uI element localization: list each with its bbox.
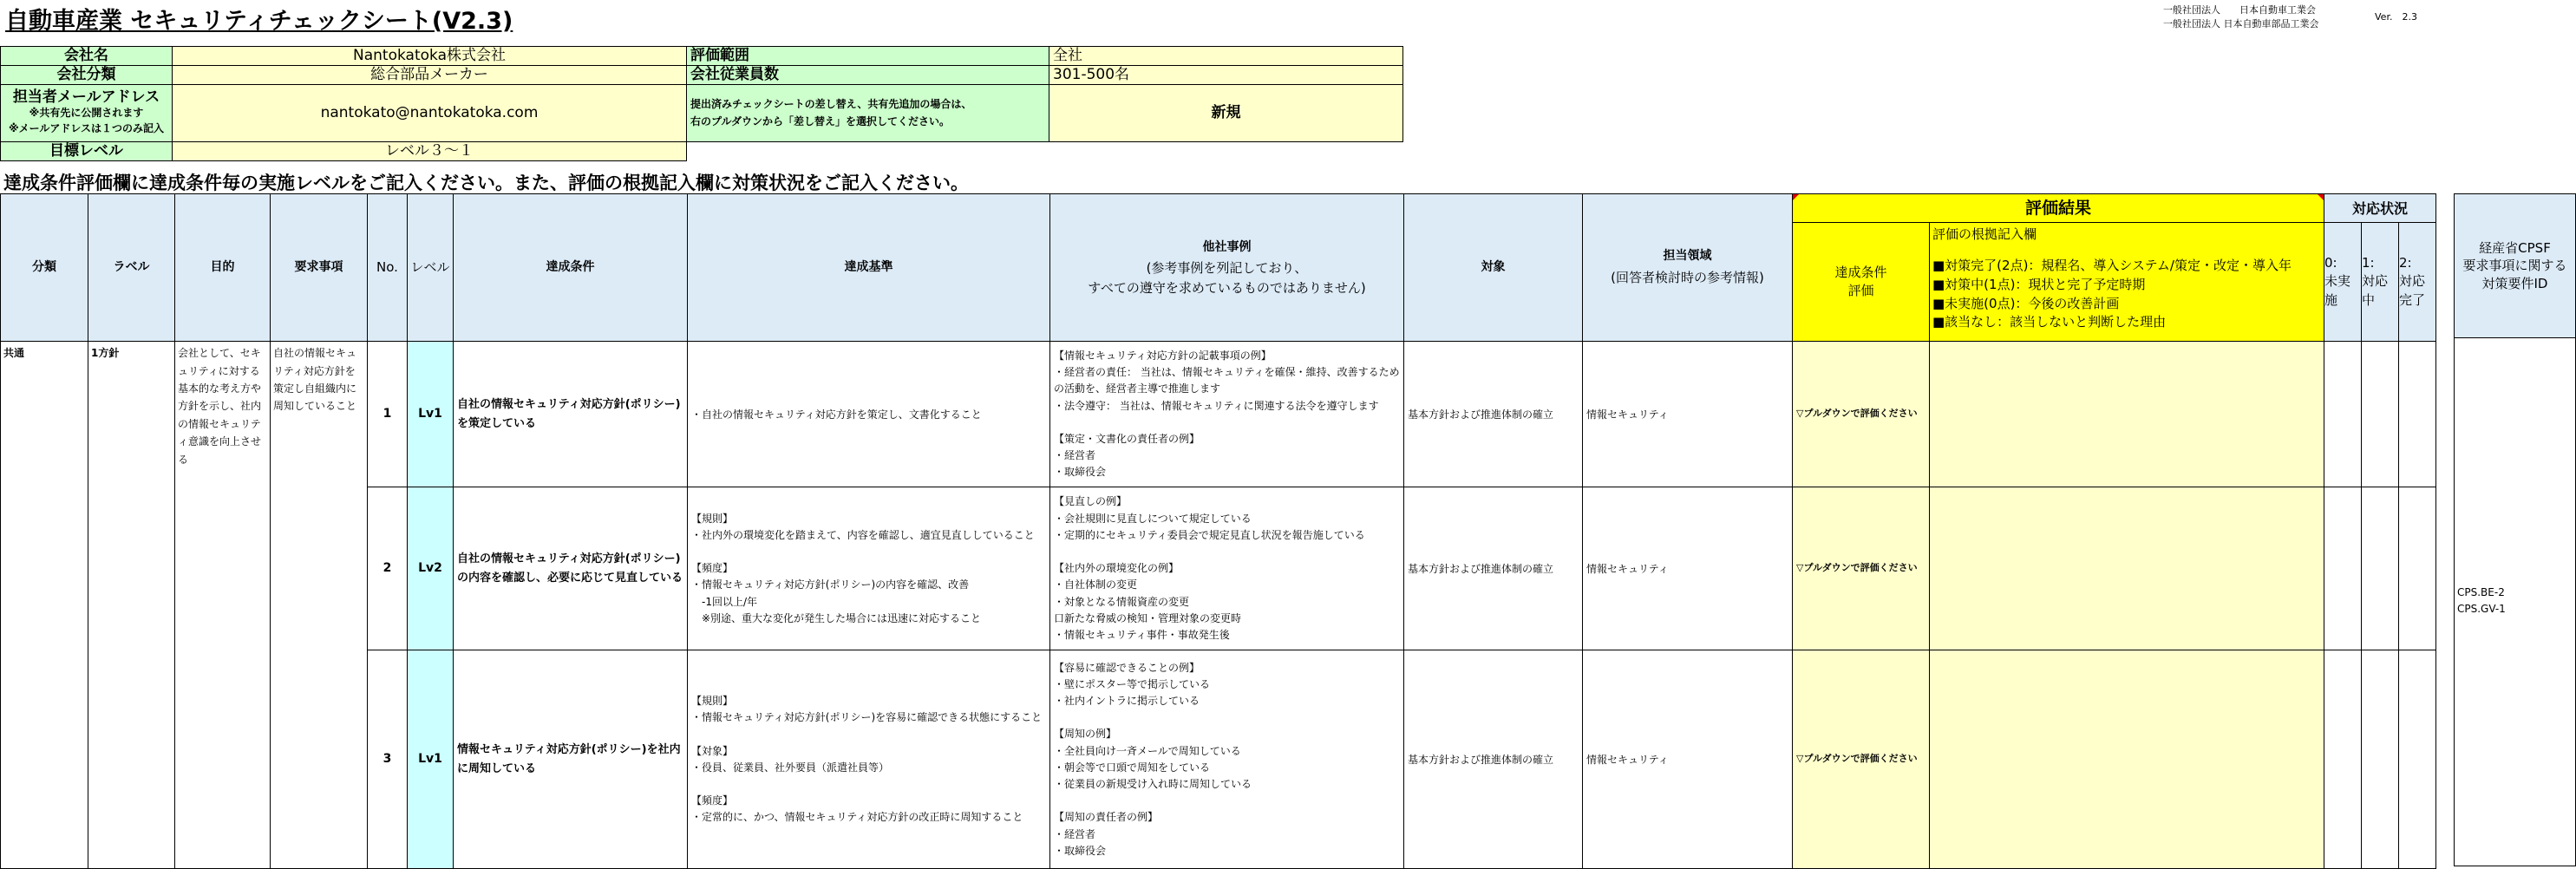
cell-domain: 情報セキュリティ (1583, 650, 1793, 869)
employees-value[interactable]: 301-500名 (1049, 66, 1403, 85)
header-criteria: 達成基準 (688, 194, 1050, 342)
company-category-value[interactable]: 総合部品メーカー (173, 66, 687, 85)
header-no: No. (368, 194, 408, 342)
header-examples-note: (参考事例を列記しており、 すべての遵守を求めているものではありません) (1088, 260, 1366, 296)
header-level: レベル (408, 194, 454, 342)
cell-examples: 【見直しの例】 ・会社規則に見直しについて規定している ・定期的にセキュリティ委員会で規定見直し状況を報告施している 【社内外の環境変化の例】 ・自社体制の変更 ・対象となる情報資産の変更 口新たな脅威の検知・管理対象の変更時 ・情報セキュリティ事件・事故発生後 (1050, 487, 1404, 650)
eval-dropdown[interactable]: ▽プルダウンで評価ください (1793, 342, 1930, 487)
submit-type-select[interactable]: 新規 (1049, 85, 1403, 142)
cell-condition: 自社の情報セキュリティ対応方針(ポリシー)を策定している (454, 342, 688, 487)
header-eval-basis-title: 評価の根拠記入欄 (1932, 226, 2037, 243)
comment-marker-icon (1793, 194, 1799, 200)
status-0-cell[interactable] (2324, 342, 2362, 487)
status-1-cell[interactable] (2362, 342, 2399, 487)
header-label: ラベル (88, 194, 175, 342)
header-eval-basis-items: ■対策完了(2点)：規程名、導入システム/策定・改定・導入年 ■対策中(1点)：現状と完了予定時期 ■未実施(0点)：今後の改善計画 ■該当なし：該当しないと判断した理由 (1932, 258, 2292, 330)
header-eval-group-label: 評価結果 (2025, 199, 2092, 218)
cpsf-ids: CPS.BE-2 CPS.GV-1 (2457, 586, 2506, 616)
status-2-cell[interactable] (2399, 650, 2436, 869)
target-level-value[interactable]: レベル３～１ (173, 142, 687, 161)
header-domain-title: 担当領域 (1663, 249, 1712, 263)
header-eval-group (1793, 194, 2324, 223)
status-0-cell[interactable] (2324, 650, 2362, 869)
cell-no: 1 (368, 342, 408, 487)
status-1-cell[interactable] (2362, 487, 2399, 650)
company-info-table (0, 46, 1403, 161)
org-name-japia: 一般社団法人 日本自動車部品工業会 (2163, 18, 2319, 29)
version-label: Ver. 2.3 (2375, 11, 2417, 23)
employees-label: 会社従業員数 (687, 66, 1049, 85)
header-domain-note: (回答者検討時の参考情報) (1611, 269, 1764, 285)
checklist-table (0, 193, 2436, 869)
page-title: 自動車産業 セキュリティチェックシート(V2.3) (5, 8, 513, 35)
cell-level: Lv1 (408, 342, 454, 487)
header-eval-achieve: 達成条件 評価 (1793, 223, 1930, 342)
email-label: 担当者メールアドレス (12, 88, 160, 106)
cell-level: Lv2 (408, 487, 454, 650)
cell-level: Lv1 (408, 650, 454, 869)
cell-purpose: 会社として、セキュリティに対する基本的な考え方や方針を示し、社内の情報セキュリティ意識を向上させる (175, 342, 271, 869)
cell-examples: 【容易に確認できることの例】 ・壁にポスター等で掲示している ・社内イントラに掲示している 【周知の例】 ・全社員向け一斉メールで周知している ・朝会等で口頭で周知をしている ・従業員の新規受け入れ時に周知している 【周知の責任者の例】 ・経営者 ・取締役会 (1050, 650, 1404, 869)
cell-no: 2 (368, 487, 408, 650)
header-examples (1050, 194, 1404, 342)
header-category: 分類 (1, 194, 88, 342)
eval-dropdown[interactable]: ▽プルダウンで評価ください (1793, 650, 1930, 869)
email-value[interactable]: nantokato@nantokatoka.com (173, 85, 687, 142)
status-2-cell[interactable] (2399, 342, 2436, 487)
company-name-value[interactable]: Nantokatoka株式会社 (173, 47, 687, 66)
cpsf-column (2454, 193, 2576, 866)
company-category-label: 会社分類 (1, 66, 173, 85)
eval-basis-input[interactable] (1930, 487, 2324, 650)
eval-basis-input[interactable] (1930, 650, 2324, 869)
scope-value[interactable]: 全社 (1049, 47, 1403, 66)
eval-basis-input[interactable] (1930, 342, 2324, 487)
email-note-single: ※メールアドレスは１つのみ記入 (8, 122, 165, 135)
company-name-label: 会社名 (1, 47, 173, 66)
comment-marker-icon (2318, 194, 2324, 200)
header-condition: 達成条件 (454, 194, 688, 342)
target-level-label: 目標レベル (1, 142, 173, 161)
header-status-2: 2: 対応 完了 (2399, 223, 2436, 342)
cell-criteria: 【規則】 ・情報セキュリティ対応方針(ポリシー)を容易に確認できる状態にすること 【対象】 ・役員、従業員、社外要員（派遣社員等） 【頻度】 ・定常的に、かつ、情報セキュリティ対応方針の改正時に周知すること (688, 650, 1050, 869)
header-status-0: 0: 未実 施 (2324, 223, 2362, 342)
cell-condition: 自社の情報セキュリティ対応方針(ポリシー)の内容を確認し、必要に応じて見直している (454, 487, 688, 650)
cell-examples: 【情報セキュリティ対応方針の記載事項の例】 ・経営者の責任： 当社は、情報セキュリティを確保・維持、改善するための活動を、経営者主導で推進します ・法令遵守： 当社は、情報セキュリティに関連する法令を遵守します 【策定・文書化の責任者の例】 ・経営者 ・取締役会 (1050, 342, 1404, 487)
org-name-jama: 一般社団法人 日本自動車工業会 (2163, 4, 2316, 16)
status-0-cell[interactable] (2324, 487, 2362, 650)
scope-label: 評価範囲 (687, 47, 1049, 66)
header-requirement: 要求事項 (271, 194, 368, 342)
header-status-group: 対応状況 (2324, 194, 2436, 223)
table-row (1, 342, 2436, 487)
cell-domain: 情報セキュリティ (1583, 342, 1793, 487)
status-2-cell[interactable] (2399, 487, 2436, 650)
cell-label: 1方針 (88, 342, 175, 869)
header-examples-title: 他社事例 (1202, 240, 1252, 255)
header-eval-basis (1930, 223, 2324, 342)
cell-condition: 情報セキュリティ対応方針(ポリシー)を社内に周知している (454, 650, 688, 869)
cell-requirement: 自社の情報セキュリティ対応方針を策定し自組織内に周知していること (271, 342, 368, 869)
header-target: 対象 (1404, 194, 1583, 342)
instruction-text: 達成条件評価欄に達成条件毎の実施レベルをご記入ください。また、評価の根拠記入欄に対策状況をご記入ください。 (3, 173, 969, 193)
submit-type-note: 提出済みチェックシートの差し替え、共有先追加の場合は、 右のプルダウンから「差し替え」を選択してください。 (687, 85, 1049, 142)
email-note-public: ※共有先に公開されます (29, 107, 144, 120)
header-domain (1583, 194, 1793, 342)
header-cpsf: 経産省CPSF 要求事項に関する 対策要件ID (2455, 194, 2575, 338)
cell-criteria: 【規則】 ・社内外の環境変化を踏まえて、内容を確認し、適宜見直ししていること 【頻度】 ・情報セキュリティ対応方針(ポリシー)の内容を確認、改善 -1回以上/年 ※別途、重大な変化が発生した場合には迅速に対応すること (688, 487, 1050, 650)
header-status-1: 1: 対応 中 (2362, 223, 2399, 342)
cell-no: 3 (368, 650, 408, 869)
email-label-cell (1, 85, 173, 142)
cell-criteria: ・自社の情報セキュリティ対応方針を策定し、文書化すること (688, 342, 1050, 487)
status-1-cell[interactable] (2362, 650, 2399, 869)
eval-dropdown[interactable]: ▽プルダウンで評価ください (1793, 487, 1930, 650)
cell-target: 基本方針および推進体制の確立 (1404, 650, 1583, 869)
cell-category: 共通 (1, 342, 88, 869)
header-purpose: 目的 (175, 194, 271, 342)
cell-target: 基本方針および推進体制の確立 (1404, 342, 1583, 487)
cell-domain: 情報セキュリティ (1583, 487, 1793, 650)
cell-target: 基本方針および推進体制の確立 (1404, 487, 1583, 650)
